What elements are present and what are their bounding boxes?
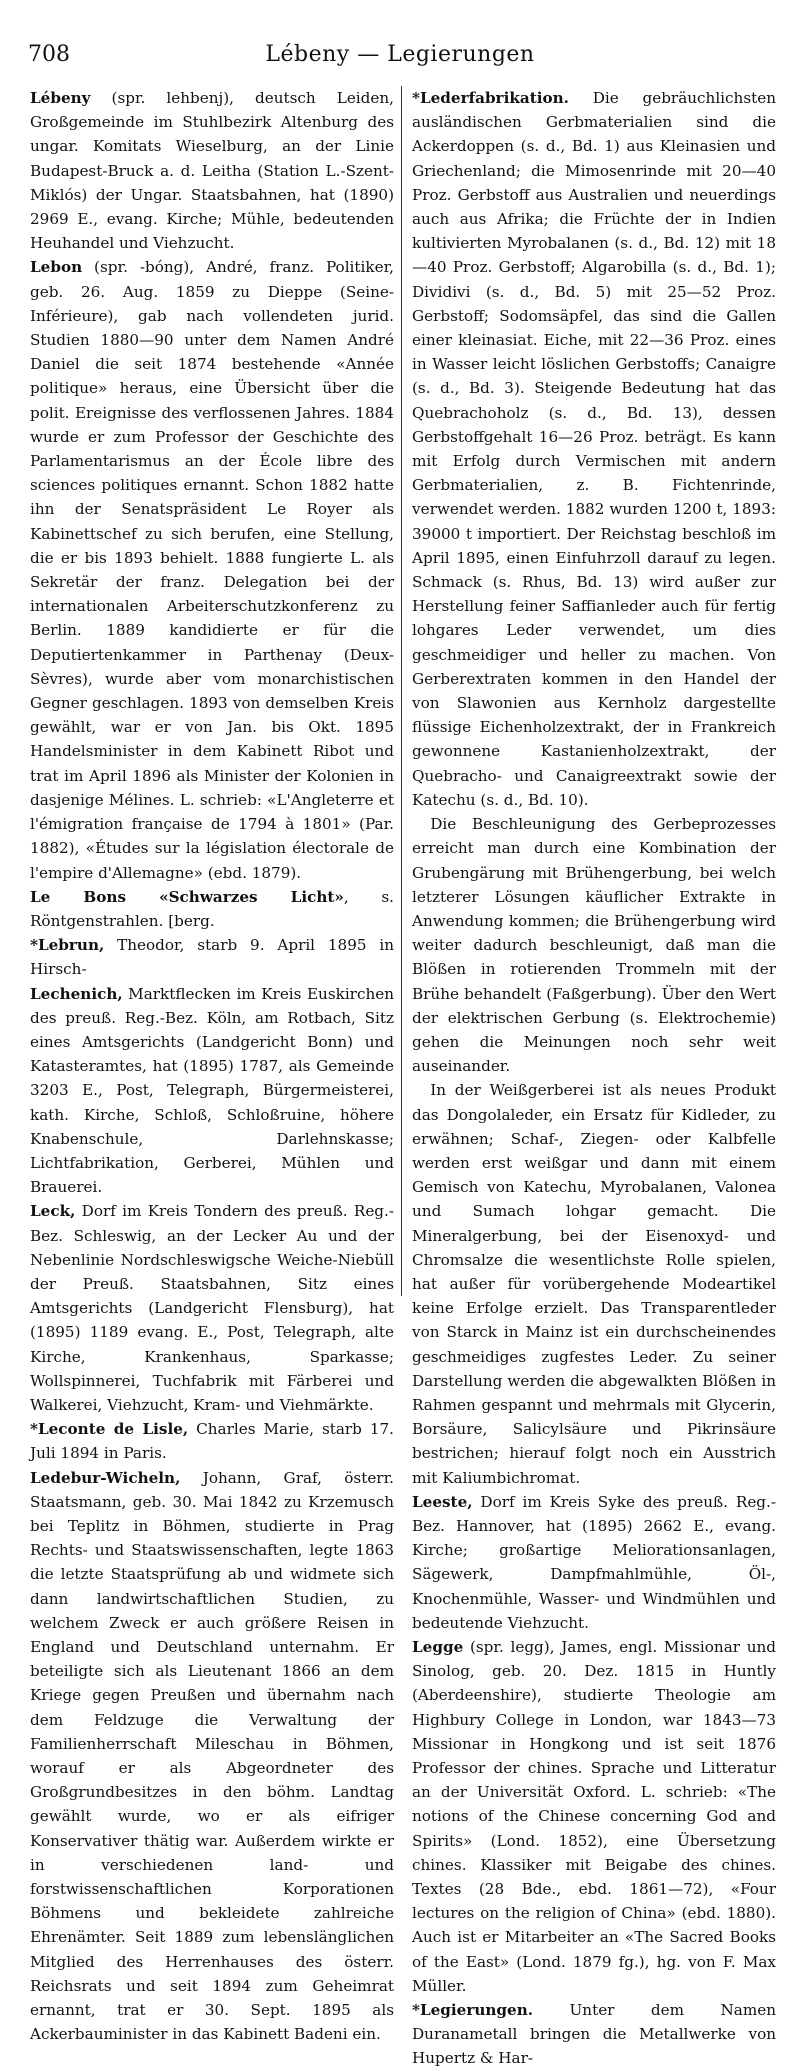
entry-text: Unter dem Namen Duranametall bringen die Metallwerke von Hupertz & Har- — [412, 2001, 776, 2068]
entry-headword: Leck, — [30, 1202, 76, 1221]
entry-text: Dorf im Kreis Tondern des preuß. Reg.-Bez. Schleswig, an der Lecker Au und der Nebenlinie Nordschleswigsche Weiche-Niebüll der Preuß. Staatsbahnen, Sitz eines Amtsgerichts (Landgericht Flensburg), hat (1895) 1189 evang. E., Post, Telegraph, alte Kirche, Krankenhaus, Sparkasse; Wollspinnerei, Tuchfabrik mit Färberei und Walkerei, Viehzucht, Kram- und Viehmärkte. — [30, 1202, 394, 1414]
entry-text: (spr. legg), James, engl. Missionar und Sinolog, geb. 20. Dez. 1815 in Huntly (Aberdeenshire), studierte Theologie am Highbury College in London, war 1843—73 Missionar in Hongkong und ist seit 1876 Professor der chines. Sprache und Litteratur an der Universität Oxford. L. schrieb: «The notions of the Chinese concerning God and Spirits» (Lond. 1852), eine Übersetzung chines. Klassiker mit Beigabe des chines. Textes (28 Bde., ebd. 1861—72), «Four lectures on the religion of China» (ebd. 1880). Auch ist er Mitarbeiter an «The Sacred Books of the East» (Lond. 1879 fg.), hg. von F. Max Müller. — [412, 1638, 776, 1995]
entry-text: (spr. lehbenj), deutsch Leiden, Großgemeinde im Stuhlbezirk Altenburg des ungar. Komitats Wieselburg, an der Linie Budapest-Bruck a. d. Leitha (Station L.-Szent-Miklós) der Ungar. Staatsbahnen, hat (1890) 2969 E., evang. Kirche; Mühle, bedeutenden Heuhandel und Viehzucht. — [30, 89, 394, 253]
dictionary-entry — [30, 982, 394, 1200]
running-head: Lébeny — Legierungen — [265, 42, 535, 67]
entry-text: Dorf im Kreis Syke des preuß. Reg.-Bez. Hannover, hat (1895) 2662 E., evang. Kirche; großartige Meliorationsanlagen, Sägewerk, Dampfmahlmühle, Öl-, Knochenmühle, Wasser- und Windmühlen und bedeutende Viehzucht. — [412, 1492, 776, 1632]
entry-headword: *Leconte de Lisle, — [30, 1420, 189, 1439]
entry-text: Theodor, starb 9. April 1895 in Hirsch- — [30, 936, 394, 979]
entry-text: , s. Röntgenstrahlen. [berg. — [30, 887, 394, 930]
dictionary-entry — [30, 933, 394, 981]
entry-headword: *Lederfabrikation. — [412, 89, 569, 107]
entry-headword: *Lebrun, — [30, 936, 105, 955]
dictionary-entry — [30, 86, 394, 255]
dictionary-entry — [412, 86, 776, 812]
entry-text: (spr. -bóng), André, franz. Politiker, geb. 26. Aug. 1859 zu Dieppe (Seine-Inférieure), gab nach vollendeten jurid. Studien 1880—90 unter dem Namen André Daniel die seit 1874 bestehende «Année politique» heraus, eine Übersicht über die polit. Ereignisse des verflossenen Jahres. 1884 wurde er zum Professor der Geschichte des Parlamentarismus an der École libre des sciences politiques ernannt. Schon 1882 hatte ihn der Senatspräsident Le Royer als Kabinettschef zu sich berufen, eine Stellung, die er bis 1893 behielt. 1888 fungierte L. als Sekretär der franz. Delegation bei der internationalen Arbeiterschutzkonferenz zu Berlin. 1889 kandidierte er für die Deputiertenkammer in Parthenay (Deux-Sèvres), wurde aber vom monarchistischen Gegner geschlagen. 1893 von demselben Kreis gewählt, war er von Jan. bis Okt. 1895 Handelsminister in dem Kabinett Ribot und trat im April 1896 als Minister der Kolonien in dasjenige Mélines. L. schrieb: «L'Angleterre et l'émigration française de 1794 à 1801» (Par. 1882), «Études sur la législation électorale de l'empire d'Allemagne» (ebd. 1879). — [30, 258, 394, 882]
entry-headword: Ledebur-Wicheln, — [30, 1468, 181, 1487]
entry-headword: Lechenich, — [30, 984, 123, 1003]
page-number: 708 — [28, 42, 70, 67]
entry-text: Marktflecken im Kreis Euskirchen des preuß. Reg.-Bez. Köln, am Rotbach, Sitz eines Amtsgerichts (Landgericht Bonn) und Katasteramtes, hat (1895) 1787, als Gemeinde 3203 E., Post, Telegraph, Bürgermeisterei, kath. Kirche, Schloß, Schloßruine, höhere Knabenschule, Darlehnskasse; Lichtfabrikation, Gerberei, Mühlen und Brauerei. — [30, 984, 394, 1197]
entry-headword: Lebon — [30, 258, 83, 277]
dictionary-entry — [412, 1998, 776, 2071]
entry-text: Die gebräuchlichsten ausländischen Gerbmaterialien sind die Ackerdoppen (s. d., Bd. 1) aus Kleinasien und Griechenland; die Mimosenrinde mit 20—40 Proz. Gerbstoff aus Australien und neuerdings auch aus Afrika; die Früchte der in Indien kultivierten Myrobalanen (s. d., Bd. 12) mit 18—40 Proz. Gerbstoff; Algarobilla (s. d., Bd. 1); Dividivi (s. d., Bd. 5) mit 25—52 Proz. Gerbstoff; Sodomsäpfel, das sind die Gallen einer kleinasiat. Eiche, mit 22—36 Proz. eines in Wasser leicht löslichen Gerbstoffs; Canaigre (s. d., Bd. 3). Steigende Bedeutung hat das Quebrachoholz (s. d., Bd. 13), dessen Gerbstoffgehalt 16—26 Proz. beträgt. Es kann mit Erfolg durch Vermischen mit andern Gerbmaterialien, z. B. Fichtenrinde, verwendet werden. 1882 wurden 1200 t, 1893: 39000 t importiert. Der Reichstag beschloß im April 1895, einen Einfuhrzoll darauf zu legen. Schmack (s. Rhus, Bd. 13) wird außer zur Herstellung feiner Saffianleder auch für fertig lohgares Leder verwendet, um dies geschmeidiger und heller zu machen. Von Gerberextraten kommen in den Handel der von Slawonien aus Kernholz dargestellte flüssige Eichenholzextrakt, der in Frankreich gewonnene Kastanienholzextrakt, der Quebracho- und Canaigreextrakt sowie der Katechu (s. d., Bd. 10). — [412, 89, 776, 809]
left-column — [30, 86, 394, 2044]
dictionary-entry — [412, 1078, 776, 1489]
entry-text: In der Weißgerberei ist als neues Produkt das Dongolaleder, ein Ersatz für Kidleder, zu erwähnen; Schaf-, Ziegen- oder Kalbfelle werden erst weißgar und dann mit einem Gemisch von Katechu, Myrobalanen, Valonea und Sumach lohgar gemacht. Die Mineralgerbung, bei der Eisenoxyd- und Chromsalze die wesentlichste Rolle spielen, hat außer für vorübergehende Modeartikel keine Erfolge erzielt. Das Transparentleder von Starck in Mainz ist ein durchscheinendes geschmeidiges zugfestes Leder. Zu seiner Darstellung werden die abgewalkten Blößen in Rahmen gespannt und mehrmals mit Glycerin, Borsäure, Salicylsäure und Pikrinsäure bestrichen; hierauf folgt noch ein Ausstrich mit Kaliumbichromat. — [412, 1081, 776, 1487]
entry-headword: Legge — [412, 1638, 464, 1656]
dictionary-entry — [412, 812, 776, 1078]
dictionary-entry — [412, 1490, 776, 1635]
dictionary-entry — [30, 1199, 394, 1417]
entry-headword: Le Bons «Schwarzes Licht» — [30, 887, 344, 906]
entry-text: Charles Marie, starb 17. Juli 1894 in Paris. — [30, 1420, 394, 1463]
column-divider — [401, 86, 402, 1296]
dictionary-entry — [30, 885, 394, 933]
page-header — [28, 42, 772, 82]
entry-text: Johann, Graf, österr. Staatsmann, geb. 30. Mai 1842 zu Krzemusch bei Teplitz in Böhmen, studierte in Prag Rechts- und Staatswissenschaften, legte 1863 die letzte Staatsprüfung ab und widmete sich dann landwirtschaftlichen Studien, zu welchem Zweck er auch größere Reisen in England und Deutschland unternahm. Er beteiligte sich als Lieutenant 1866 an dem Kriege gegen Preußen und übernahm nach dem Feldzuge die Verwaltung der Familienherrschaft Mileschau in Böhmen, worauf er als Abgeordneter des Großgrundbesitzes in den böhm. Landtag gewählt wurde, wo er als eifriger Konservativer thätig war. Außerdem wirkte er in verschiedenen land- und forstwissenschaftlichen Korporationen Böhmens und bekleidete zahlreiche Ehrenämter. Seit 1889 zum lebenslänglichen Mitglied des Herrenhauses des österr. Reichsrats und seit 1894 zum Geheimrat ernannt, trat er 30. Sept. 1895 als Ackerbauminister in das Kabinett Badeni ein. — [30, 1468, 394, 2044]
entry-text: Die Beschleunigung des Gerbeprozesses erreicht man durch eine Kombination der Grubengärung mit Brühengerbung, bei welch letzterer Lösungen käuflicher Extrakte in Anwendung kommen; die Brühengerbung wird weiter dadurch beschleunigt, daß man die Blößen in rotierenden Trommeln mit der Brühe behandelt (Faßgerbung). Über den Wert der elektrischen Gerbung (s. Elektrochemie) gehen die Meinungen noch sehr weit auseinander. — [412, 815, 776, 1076]
entry-headword: Leeste, — [412, 1492, 473, 1511]
dictionary-entry — [412, 1635, 776, 1998]
entry-headword: Lébeny — [30, 89, 91, 107]
right-column — [412, 86, 776, 2068]
dictionary-entry — [30, 255, 394, 884]
dictionary-entry — [30, 1466, 394, 2047]
entry-headword: *Legierungen. — [412, 2001, 534, 2020]
dictionary-entry — [30, 1417, 394, 1465]
